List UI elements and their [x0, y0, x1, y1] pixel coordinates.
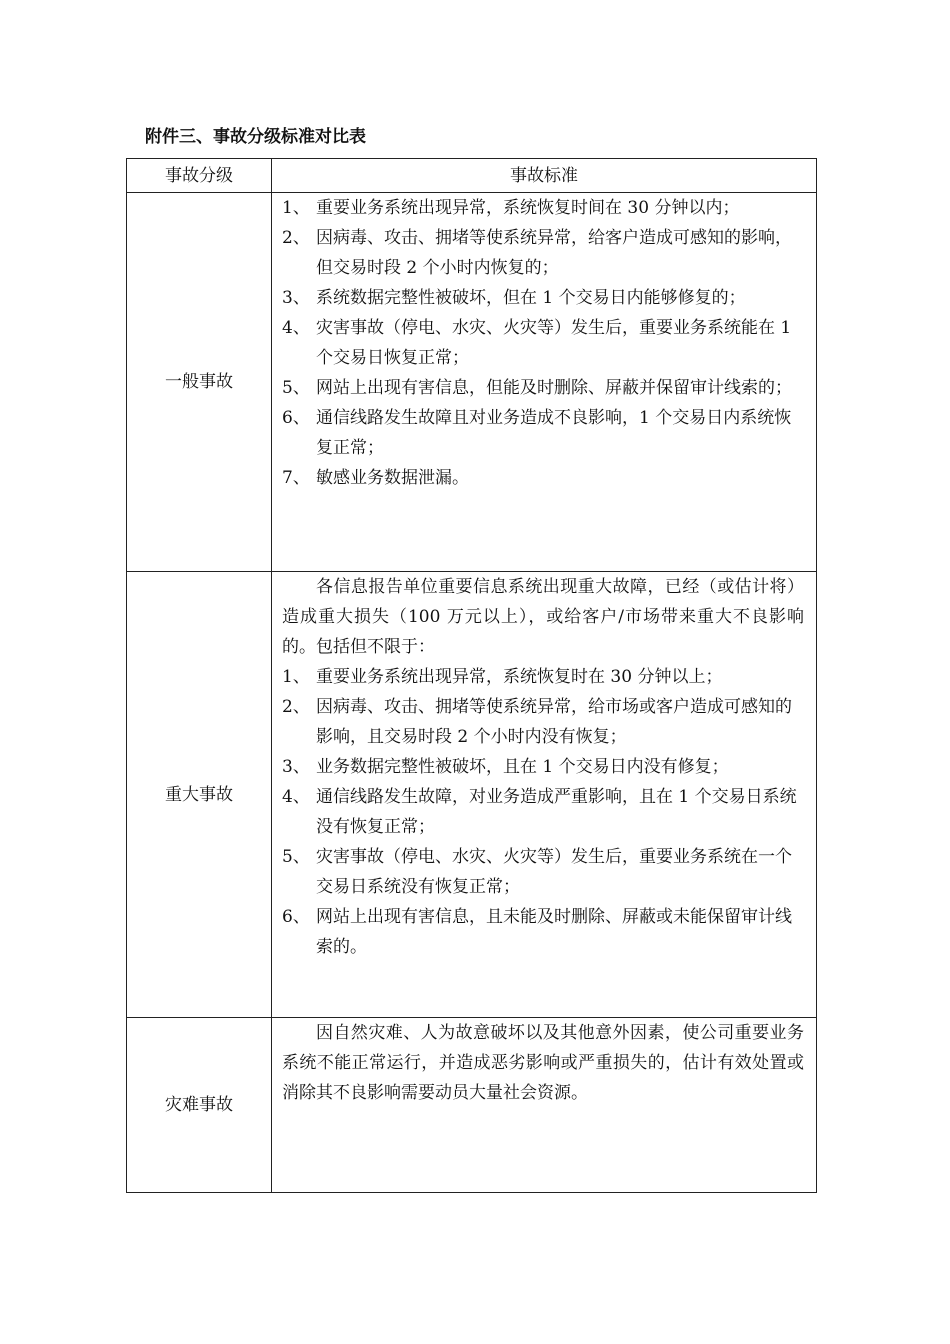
list-item — [282, 782, 804, 842]
item-text: 因病毒、攻击、拥堵等使系统异常，给市场或客户造成可感知的影响，且交易时段 2 个小时内没有恢复； — [316, 697, 792, 747]
item-text: 网站上出现有害信息，但能及时删除、屏蔽并保留审计线索的； — [316, 378, 792, 398]
list-item — [282, 223, 804, 283]
table-row-major — [127, 572, 817, 1018]
item-text: 通信线路发生故障，对业务造成严重影响，且在 1 个交易日系统没有恢复正常； — [316, 787, 797, 837]
list-item — [282, 403, 804, 463]
item-number: 5、 — [282, 847, 310, 867]
item-text: 敏感业务数据泄漏。 — [316, 468, 469, 488]
item-text: 重要业务系统出现异常，系统恢复时间在 30 分钟以内； — [316, 198, 740, 218]
major-item-list — [282, 662, 804, 962]
item-number: 6、 — [282, 408, 310, 428]
standard-major — [272, 572, 817, 1018]
item-number: 3、 — [282, 288, 310, 308]
item-text: 系统数据完整性被破坏，但在 1 个交易日内能够修复的； — [316, 288, 746, 308]
list-item — [282, 463, 804, 493]
item-text: 灾害事故（停电、水灾、火灾等）发生后，重要业务系统在一个交易日系统没有恢复正常； — [316, 847, 792, 897]
disaster-description: 因自然灾难、人为故意破坏以及其他意外因素，使公司重要业务系统不能正常运行，并造成恶劣影响或严重损失的，估计有效处置或消除其不良影响需要动员大量社会资源。 — [282, 1023, 804, 1103]
item-number: 6、 — [282, 907, 310, 927]
table-row-general — [127, 193, 817, 572]
table-header-row — [127, 159, 817, 193]
list-item — [282, 692, 804, 752]
list-item — [282, 193, 804, 223]
item-number: 7、 — [282, 468, 310, 488]
list-item — [282, 752, 804, 782]
general-item-list — [282, 193, 804, 493]
list-item — [282, 662, 804, 692]
item-number: 1、 — [282, 667, 310, 687]
item-number: 1、 — [282, 198, 310, 218]
item-number: 2、 — [282, 697, 310, 717]
standard-general — [272, 193, 817, 572]
major-intro: 各信息报告单位重要信息系统出现重大故障，已经（或估计将）造成重大损失（100 万元以上），或给客户/市场带来重大不良影响的。包括但不限于： — [282, 577, 804, 657]
item-number: 4、 — [282, 318, 310, 338]
level-general: 一般事故 — [127, 193, 272, 572]
item-text: 因病毒、攻击、拥堵等使系统异常，给客户造成可感知的影响，但交易时段 2 个小时内恢复的； — [316, 228, 792, 278]
level-major: 重大事故 — [127, 572, 272, 1018]
list-item — [282, 842, 804, 902]
list-item — [282, 313, 804, 373]
incident-grading-table — [126, 158, 817, 1193]
item-text: 业务数据完整性被破坏，且在 1 个交易日内没有修复； — [316, 757, 729, 777]
item-text: 通信线路发生故障且对业务造成不良影响，1 个交易日内系统恢复正常； — [316, 408, 792, 458]
item-text: 灾害事故（停电、水灾、火灾等）发生后，重要业务系统能在 1 个交易日恢复正常； — [316, 318, 792, 368]
level-disaster: 灾难事故 — [127, 1018, 272, 1193]
item-number: 5、 — [282, 378, 310, 398]
header-standard: 事故标准 — [272, 159, 817, 193]
item-number: 4、 — [282, 787, 310, 807]
table-row-disaster — [127, 1018, 817, 1193]
standard-disaster — [272, 1018, 817, 1193]
document-title: 附件三、事故分级标准对比表 — [145, 127, 366, 147]
list-item — [282, 373, 804, 403]
item-number: 3、 — [282, 757, 310, 777]
list-item — [282, 902, 804, 962]
header-level: 事故分级 — [127, 159, 272, 193]
item-number: 2、 — [282, 228, 310, 248]
item-text: 网站上出现有害信息，且未能及时删除、屏蔽或未能保留审计线索的。 — [316, 907, 792, 957]
list-item — [282, 283, 804, 313]
item-text: 重要业务系统出现异常，系统恢复时在 30 分钟以上； — [316, 667, 723, 687]
